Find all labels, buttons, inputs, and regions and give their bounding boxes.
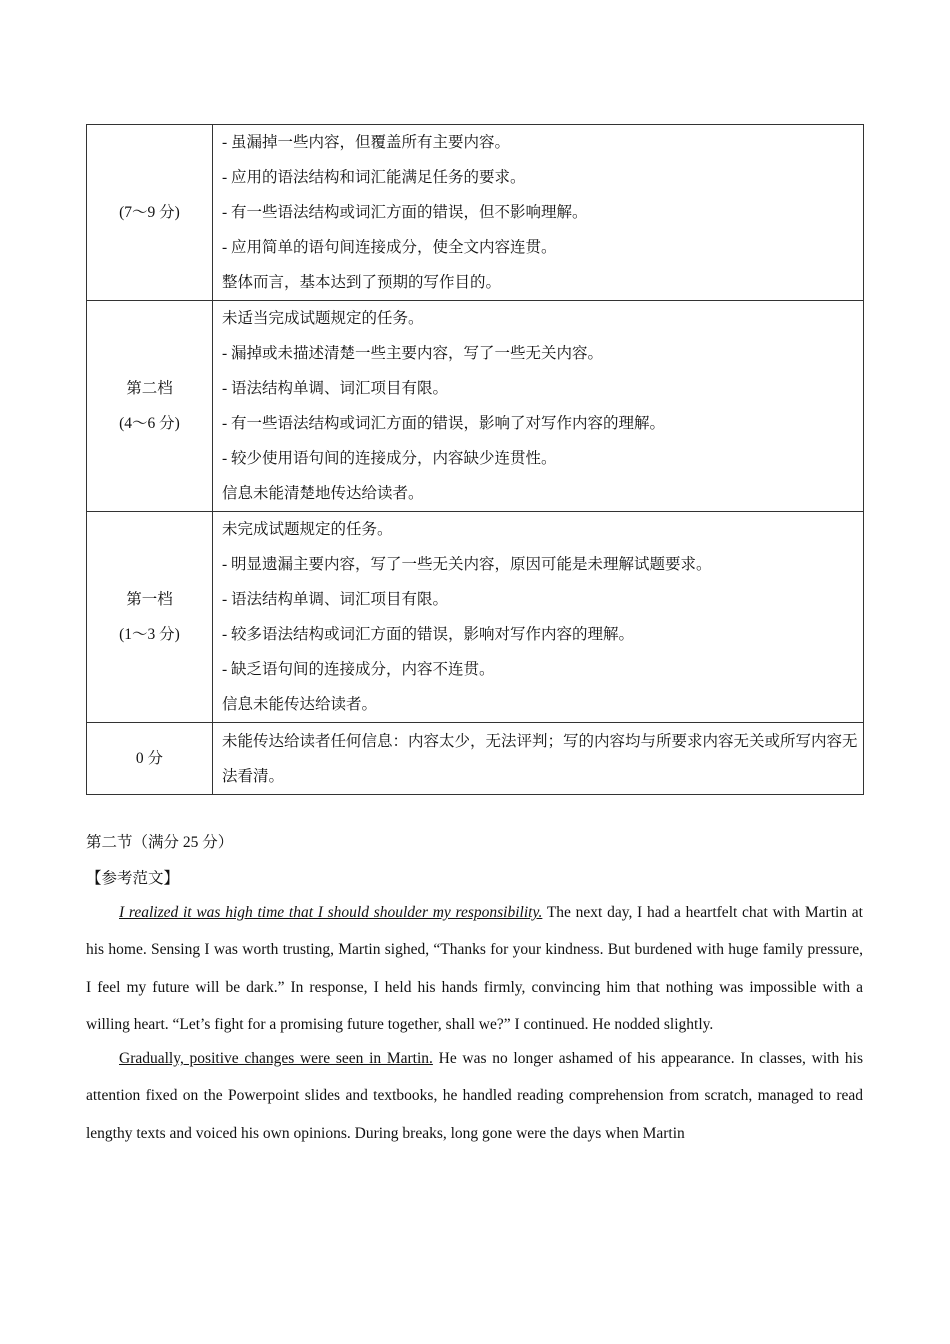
criterion-line: 未适当完成试题规定的任务。	[222, 310, 424, 327]
criterion-line: - 应用的语法结构和词汇能满足任务的要求。	[222, 169, 526, 186]
criterion-line: - 较多语法结构或词汇方面的错误，影响对写作内容的理解。	[222, 626, 635, 643]
level-cell	[87, 512, 213, 723]
level-range: 0 分	[135, 750, 164, 767]
level-range: (4～6 分)	[119, 415, 180, 432]
level-cell	[87, 301, 213, 512]
level-name: 第二档	[126, 380, 173, 397]
criterion-line: 未能传达给读者任何信息：内容太少，无法评判；写的内容均与所要求内容无关或所写内容无法看清。	[222, 732, 858, 785]
paragraph-body: The next day, I had a heartfelt chat with Martin at his home. Sensing I was worth trusting, Martin sighed, “Thanks for your kindness. But burdened with huge family pressure, I feel my future will be dark.” In response, I held his hands firmly, convincing him that nothing was impossible with a willing heart. “Let’s fight for a promising future together, shall we?” I continued. He nodded slightly.	[86, 904, 863, 1033]
criterion-line: 未完成试题规定的任务。	[222, 521, 393, 538]
criterion-line: - 虽漏掉一些内容，但覆盖所有主要内容。	[222, 134, 511, 151]
level-cell	[87, 723, 213, 795]
level-name: 第一档	[126, 591, 173, 608]
level-cell	[87, 125, 213, 301]
criterion-line: - 较少使用语句间的连接成分，内容缺少连贯性。	[222, 450, 557, 467]
criterion-line: - 语法结构单调、词汇项目有限。	[222, 380, 449, 397]
criterion-line: - 明显遗漏主要内容，写了一些无关内容，原因可能是未理解试题要求。	[222, 556, 712, 573]
paragraph-topic-sentence: Gradually, positive changes were seen in Martin.	[119, 1050, 433, 1068]
criterion-line: - 有一些语法结构或词汇方面的错误，影响了对写作内容的理解。	[222, 415, 666, 432]
criterion-line: 信息未能清楚地传达给读者。	[222, 485, 424, 502]
criterion-line: - 缺乏语句间的连接成分，内容不连贯。	[222, 661, 495, 678]
description-cell	[213, 125, 864, 301]
description-cell	[213, 301, 864, 512]
scoring-rubric-table	[86, 124, 864, 795]
paragraph-body: He was no longer ashamed of his appearance. In classes, with his attention fixed on the Powerpoint slides and textbooks, he handled reading comprehension from scratch, managed to read lengthy texts and voiced his own opinions. During breaks, long gone were the days when Martin	[86, 1050, 863, 1142]
essay-paragraph	[86, 894, 863, 1043]
criterion-line: 信息未能传达给读者。	[222, 696, 378, 713]
rubric-row-second-level	[87, 301, 864, 512]
reference-essay	[86, 894, 863, 1152]
section-title: 第二节（满分 25 分）	[86, 834, 234, 851]
criterion-line: - 语法结构单调、词汇项目有限。	[222, 591, 449, 608]
rubric-row-first-level	[87, 512, 864, 723]
description-cell	[213, 512, 864, 723]
criterion-line: - 有一些语法结构或词汇方面的错误，但不影响理解。	[222, 204, 588, 221]
rubric-row-zero	[87, 723, 864, 795]
rubric-row-third-level	[87, 125, 864, 301]
level-range: (1～3 分)	[119, 626, 180, 643]
reference-essay-label: 【参考范文】	[86, 870, 180, 887]
rubric-container	[86, 124, 864, 795]
criterion-line: 整体而言，基本达到了预期的写作目的。	[222, 274, 502, 291]
criterion-line: - 漏掉或未描述清楚一些主要内容，写了一些无关内容。	[222, 345, 604, 362]
essay-paragraph	[86, 1040, 863, 1152]
criterion-line: - 应用简单的语句间连接成分，使全文内容连贯。	[222, 239, 557, 256]
level-range: (7～9 分)	[119, 204, 180, 221]
description-cell	[213, 723, 864, 795]
paragraph-topic-sentence: I realized it was high time that I should shoulder my responsibility.	[119, 904, 543, 921]
